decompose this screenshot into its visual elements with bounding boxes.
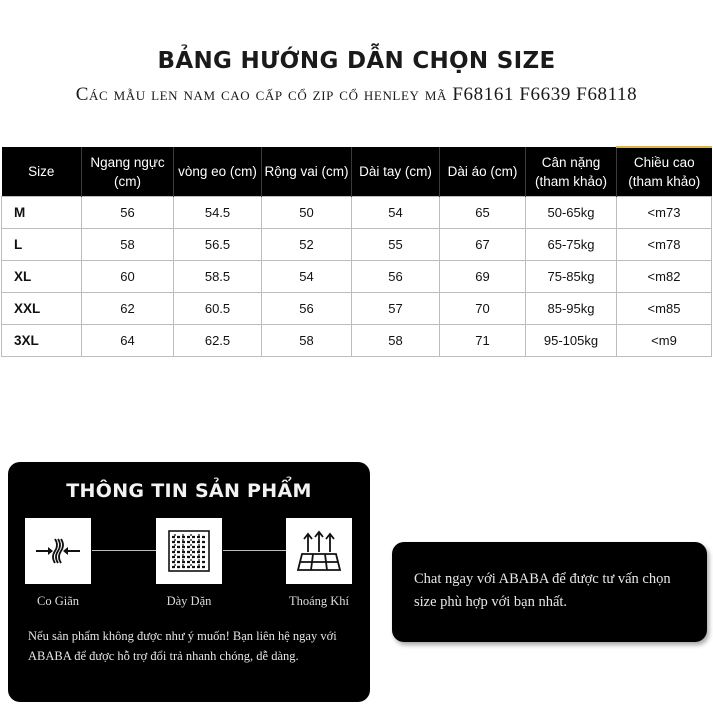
feature-label: Dày Dặn — [166, 594, 212, 608]
table-cell: XL — [2, 261, 82, 293]
feature-breathable — [285, 518, 353, 609]
table-cell: 62 — [82, 293, 174, 325]
feature-connector-line — [223, 550, 287, 551]
table-cell: 56 — [262, 293, 352, 325]
header-waist: vòng eo (cm) — [174, 147, 262, 197]
table-cell: 71 — [440, 325, 526, 357]
table-cell: 62.5 — [174, 325, 262, 357]
feature-label: Thoáng Khí — [288, 594, 350, 608]
table-cell: 67 — [440, 229, 526, 261]
page-subtitle: Các mẫu len nam cao cấp cổ zip cổ henley mã F68161 F6639 F68118 — [75, 84, 638, 105]
table-cell: 65-75kg — [526, 229, 617, 261]
feature-connector-line — [92, 550, 158, 551]
table-row — [2, 325, 712, 357]
size-table — [1, 146, 712, 357]
table-cell: <m85 — [617, 293, 712, 325]
feature-label: Co Giãn — [36, 594, 79, 608]
table-cell: 54 — [262, 261, 352, 293]
table-cell: 58 — [82, 229, 174, 261]
table-cell: 75-85kg — [526, 261, 617, 293]
header-size: Size — [2, 147, 82, 197]
table-cell: 56 — [82, 197, 174, 229]
header-sleeve: Dài tay (cm) — [352, 147, 440, 197]
product-info-panel — [8, 462, 370, 702]
table-header-row — [2, 147, 712, 197]
table-cell: <m82 — [617, 261, 712, 293]
return-policy-note: Nếu sản phẩm không được như ý muốn! Bạn liên hệ ngay với ABABA để được hỗ trợ đổi trả nhanh chóng, dễ dàng. — [28, 629, 337, 663]
table-cell: 50 — [262, 197, 352, 229]
header-weight: Cân nặng (tham khảo) — [526, 147, 617, 197]
table-row — [2, 293, 712, 325]
table-row — [2, 261, 712, 293]
table-cell: 52 — [262, 229, 352, 261]
table-cell: 58 — [352, 325, 440, 357]
table-cell: 95-105kg — [526, 325, 617, 357]
header-height: Chiều cao (tham khảo) — [617, 147, 712, 197]
table-cell: L — [2, 229, 82, 261]
table-cell: <m78 — [617, 229, 712, 261]
header-length: Dài áo (cm) — [440, 147, 526, 197]
table-cell: M — [2, 197, 82, 229]
table-cell: 85-95kg — [526, 293, 617, 325]
table-cell: 65 — [440, 197, 526, 229]
table-cell: 3XL — [2, 325, 82, 357]
table-cell: 60.5 — [174, 293, 262, 325]
page-title: BẢNG HƯỚNG DẪN CHỌN SIZE — [157, 48, 556, 74]
table-cell: 69 — [440, 261, 526, 293]
table-row — [2, 197, 712, 229]
table-row — [2, 229, 712, 261]
feature-thick — [155, 518, 223, 609]
feature-stretch — [24, 518, 92, 609]
table-cell: 50-65kg — [526, 197, 617, 229]
table-cell: 54.5 — [174, 197, 262, 229]
table-cell: 64 — [82, 325, 174, 357]
table-cell: 58 — [262, 325, 352, 357]
table-cell: 56.5 — [174, 229, 262, 261]
product-info-title: THÔNG TIN SẢN PHẨM — [66, 480, 312, 502]
table-cell: 56 — [352, 261, 440, 293]
table-cell: 58.5 — [174, 261, 262, 293]
header-shoulder: Rộng vai (cm) — [262, 147, 352, 197]
chat-prompt-text: Chat ngay với ABABA để được tư vấn chọn size phù hợp với bạn nhất. — [414, 571, 671, 610]
header-chest: Ngang ngực (cm) — [82, 147, 174, 197]
table-cell: <m73 — [617, 197, 712, 229]
table-cell: 57 — [352, 293, 440, 325]
chat-prompt-box — [392, 542, 707, 642]
breathable-icon — [286, 518, 352, 584]
knit-texture-icon — [156, 518, 222, 584]
table-cell: 55 — [352, 229, 440, 261]
table-cell: 54 — [352, 197, 440, 229]
stretch-icon — [25, 518, 91, 584]
table-cell: 70 — [440, 293, 526, 325]
table-cell: XXL — [2, 293, 82, 325]
table-cell: 60 — [82, 261, 174, 293]
table-cell: <m9 — [617, 325, 712, 357]
